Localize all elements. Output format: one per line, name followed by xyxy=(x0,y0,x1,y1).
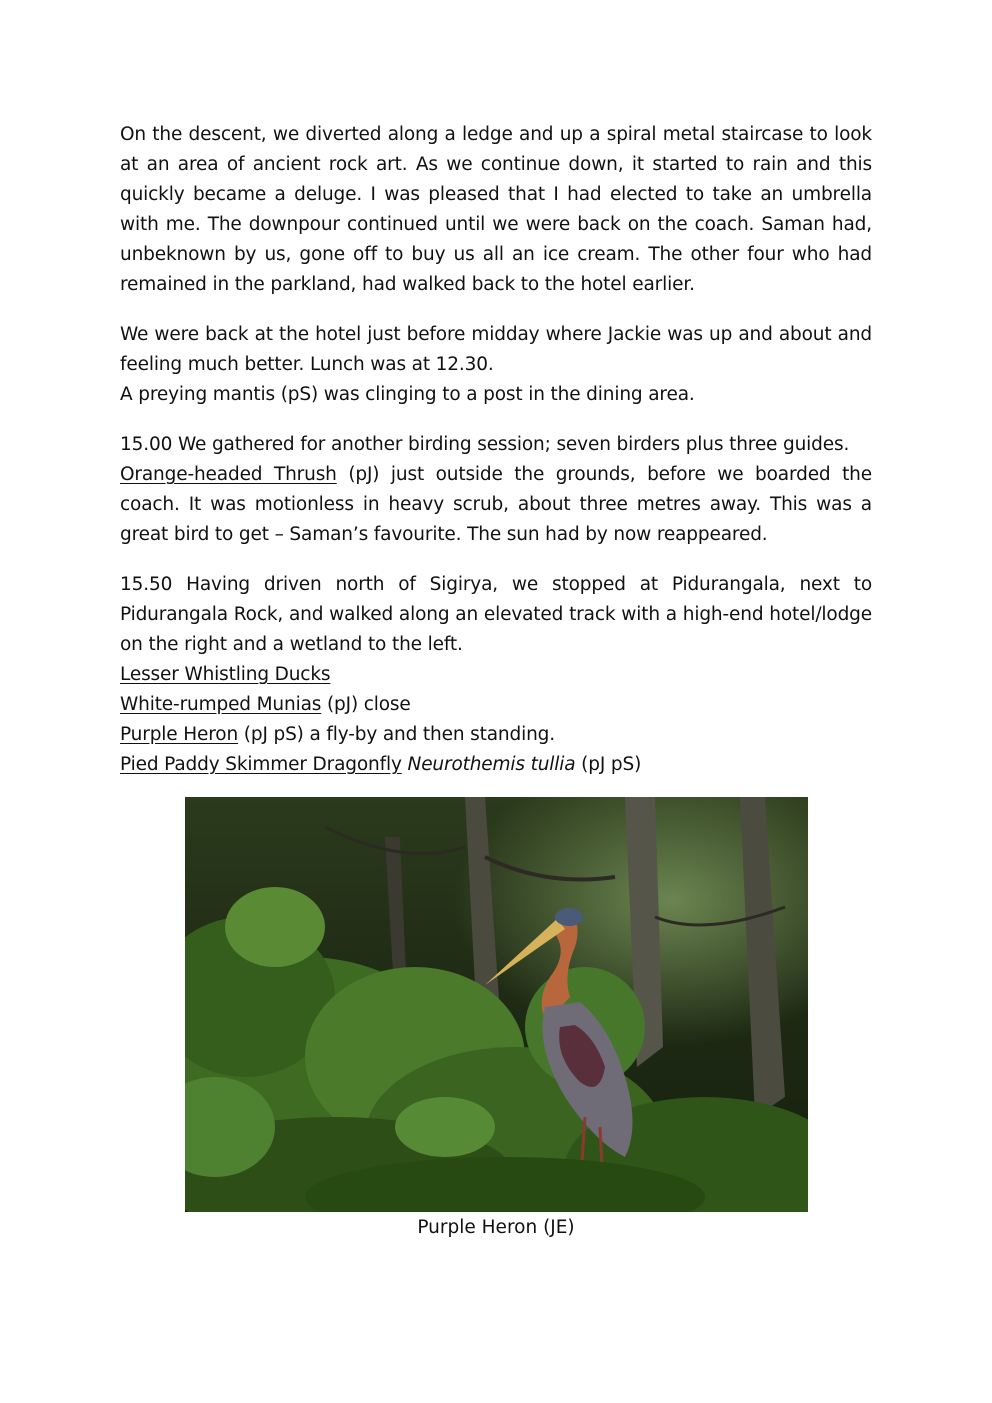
page-content xyxy=(120,120,872,780)
sighting-item xyxy=(120,720,872,750)
species-orange-headed-thrush: Orange-headed Thrush xyxy=(120,464,337,485)
paragraph-pidurangala xyxy=(120,570,872,660)
pidurangala-text: 15.50 Having driven north of Sigirya, we stopped at Pidurangala, next to Pidurangala Rock, and walked along an elevated track with a high-end hotel/lodge on the right and a wetland to the left. xyxy=(120,574,872,655)
sighting-note: (pJ pS) a fly-by and then standing. xyxy=(238,724,555,745)
heron-photo-illustration xyxy=(185,797,808,1212)
paragraph-descent: On the descent, we diverted along a ledge and up a spiral metal staircase to look at an area of ancient rock art. As we continue down, it started to rain and this quickly became a deluge. I was pleased that I had elected to take an umbrella with me. The downpour continued until we were back on the coach. Saman had, unbeknown by us, gone off to buy us all an ice cream. The other four who had remained in the parkland, had walked back to the hotel earlier. xyxy=(120,124,872,295)
mantis-text: A preying mantis (pS) was clinging to a post in the dining area. xyxy=(120,384,695,405)
paragraph-birding-session xyxy=(120,430,872,550)
birding-session-intro: 15.00 We gathered for another birding session; seven birders plus three guides. xyxy=(120,434,850,455)
sighting-note: (pJ pS) xyxy=(575,754,642,775)
sighting-item xyxy=(120,750,872,780)
thrush-description: (pJ) just outside the grounds, before we boarded the coach. It was motionless in heavy scrub, about three metres away. This was a great bird to get – Saman’s favourite. The sun had by now reappeared. xyxy=(120,464,872,545)
hotel-return-text: We were back at the hotel just before midday where Jackie was up and about and feeling much better. Lunch was at 12.30. xyxy=(120,324,872,375)
sighting-species: Pied Paddy Skimmer Dragonfly xyxy=(120,754,402,775)
sighting-latin-name: Neurothemis tullia xyxy=(407,754,576,775)
sighting-item xyxy=(120,660,872,690)
sighting-species: Purple Heron xyxy=(120,724,239,745)
sighting-note: (pJ) close xyxy=(321,694,411,715)
sighting-species: White-rumped Munias xyxy=(120,694,322,715)
purple-heron-photo xyxy=(185,797,808,1212)
sightings-list xyxy=(120,660,872,780)
photo-caption: Purple Heron (JE) xyxy=(417,1217,575,1238)
sighting-species: Lesser Whistling Ducks xyxy=(120,664,331,685)
paragraph-hotel-return xyxy=(120,320,872,410)
sighting-item xyxy=(120,690,872,720)
